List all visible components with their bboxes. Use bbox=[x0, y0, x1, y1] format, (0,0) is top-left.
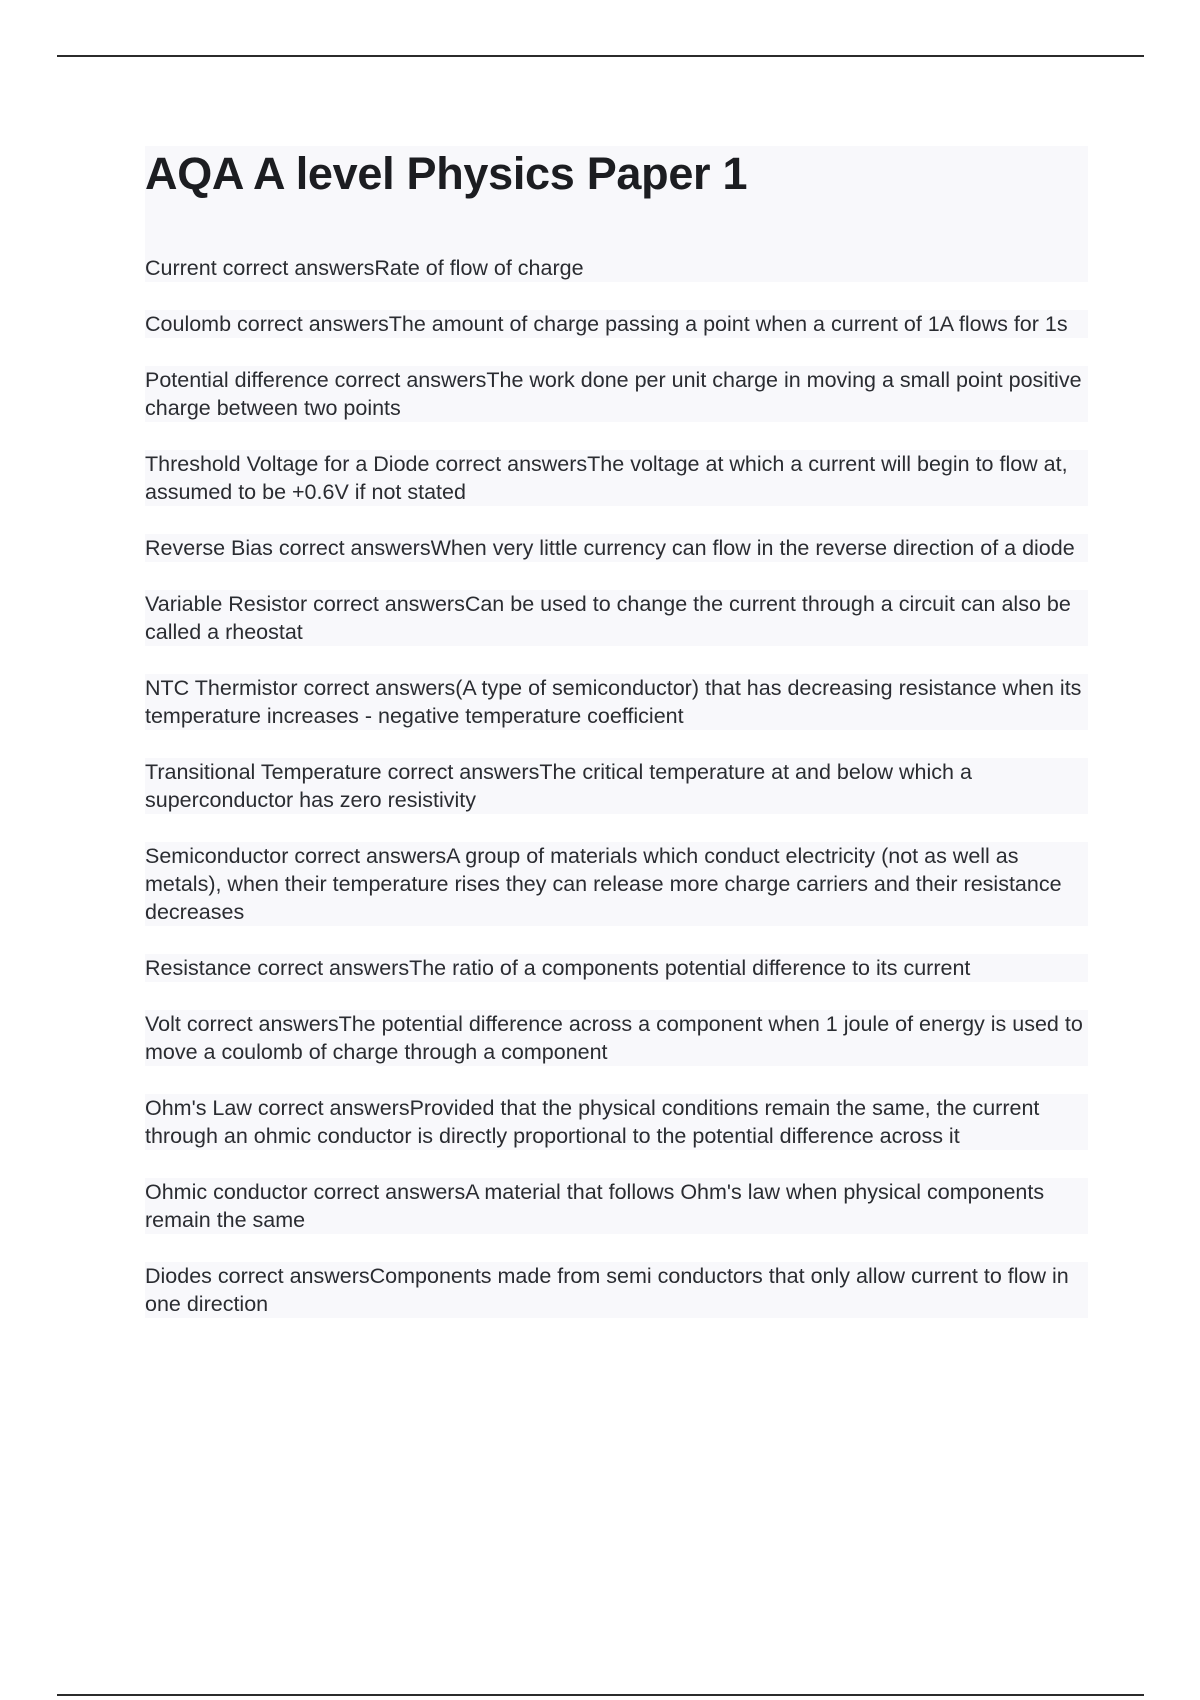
page-bottom-rule bbox=[57, 1694, 1144, 1696]
entry-semiconductor: Semiconductor correct answersA group of materials which conduct electricity (not as well as metals), when their temperature rises they can release more charge carriers and their resistance decreases bbox=[145, 842, 1088, 926]
entry-list bbox=[145, 254, 1088, 1318]
entry-current: Current correct answersRate of flow of charge bbox=[145, 254, 1088, 282]
entry-reverse-bias: Reverse Bias correct answersWhen very little currency can flow in the reverse direction of a diode bbox=[145, 534, 1088, 562]
entry-variable-resistor: Variable Resistor correct answersCan be used to change the current through a circuit can also be called a rheostat bbox=[145, 590, 1088, 646]
entry-coulomb: Coulomb correct answersThe amount of charge passing a point when a current of 1A flows for 1s bbox=[145, 310, 1088, 338]
page-title: AQA A level Physics Paper 1 bbox=[145, 148, 748, 199]
page-content bbox=[145, 146, 1088, 1318]
entry-diodes: Diodes correct answersComponents made from semi conductors that only allow current to flow in one direction bbox=[145, 1262, 1088, 1318]
page-top-rule bbox=[57, 55, 1144, 57]
entry-ohms-law: Ohm's Law correct answersProvided that the physical conditions remain the same, the current through an ohmic conductor is directly proportional to the potential difference across it bbox=[145, 1094, 1088, 1150]
entry-volt: Volt correct answersThe potential difference across a component when 1 joule of energy is used to move a coulomb of charge through a component bbox=[145, 1010, 1088, 1066]
entry-resistance: Resistance correct answersThe ratio of a components potential difference to its current bbox=[145, 954, 1088, 982]
entry-potential-difference: Potential difference correct answersThe work done per unit charge in moving a small point positive charge between two points bbox=[145, 366, 1088, 422]
entry-transitional-temperature: Transitional Temperature correct answersThe critical temperature at and below which a superconductor has zero resistivity bbox=[145, 758, 1088, 814]
entry-ohmic-conductor: Ohmic conductor correct answersA material that follows Ohm's law when physical components remain the same bbox=[145, 1178, 1088, 1234]
entry-threshold-voltage: Threshold Voltage for a Diode correct answersThe voltage at which a current will begin to flow at, assumed to be +0.6V if not stated bbox=[145, 450, 1088, 506]
entry-ntc-thermistor: NTC Thermistor correct answers(A type of semiconductor) that has decreasing resistance when its temperature increases - negative temperature coefficient bbox=[145, 674, 1088, 730]
